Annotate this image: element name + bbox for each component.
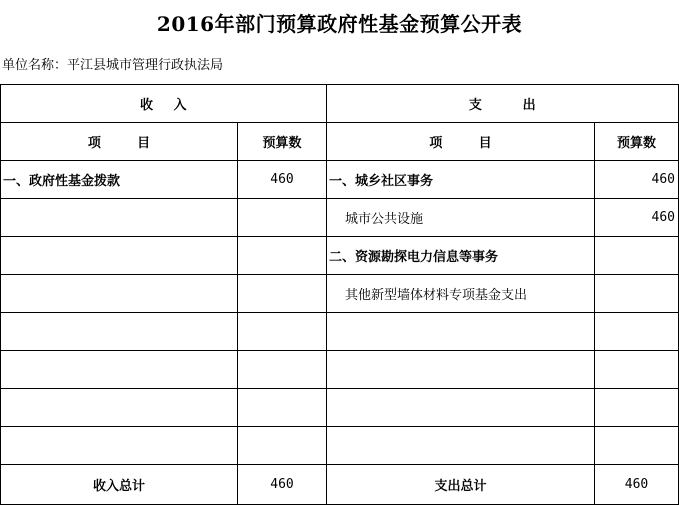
table-row bbox=[1, 313, 679, 351]
income-amount-cell bbox=[238, 313, 327, 351]
expense-item-cell: 其他新型墙体材料专项基金支出 bbox=[327, 275, 595, 313]
income-section-header bbox=[1, 85, 327, 123]
expense-amount-cell bbox=[595, 427, 679, 465]
totals-row bbox=[1, 465, 679, 505]
expense-amount-cell: 460 bbox=[595, 161, 679, 199]
expense-header-label: 支 出 bbox=[468, 98, 537, 113]
income-header-label: 收 入 bbox=[139, 98, 188, 113]
expense-item-cell: 二、资源勘探电力信息等事务 bbox=[327, 237, 595, 275]
income-amount-cell bbox=[238, 351, 327, 389]
income-item-cell bbox=[1, 389, 238, 427]
table-row bbox=[1, 351, 679, 389]
expense-amount-cell bbox=[595, 237, 679, 275]
income-amount-cell bbox=[238, 427, 327, 465]
income-item-cell bbox=[1, 199, 238, 237]
income-total-label: 收入总计 bbox=[1, 465, 238, 505]
expense-item-cell bbox=[327, 351, 595, 389]
income-item-cell bbox=[1, 351, 238, 389]
section-header-row bbox=[1, 85, 679, 123]
table-row bbox=[1, 161, 679, 199]
income-item-cell: 一、政府性基金拨款 bbox=[1, 161, 238, 199]
table-row bbox=[1, 199, 679, 237]
table-row bbox=[1, 237, 679, 275]
expense-budget-header: 预算数 bbox=[595, 123, 679, 161]
income-item-header bbox=[1, 123, 238, 161]
expense-amount-cell bbox=[595, 351, 679, 389]
expense-item-header bbox=[327, 123, 595, 161]
income-item-cell bbox=[1, 275, 238, 313]
income-amount-cell bbox=[238, 199, 327, 237]
expense-section-header bbox=[327, 85, 679, 123]
table-row bbox=[1, 275, 679, 313]
column-header-row bbox=[1, 123, 679, 161]
income-amount-cell bbox=[238, 275, 327, 313]
unit-name-label: 单位名称：平江县城市管理行政执法局 bbox=[2, 58, 224, 73]
income-amount-cell bbox=[238, 389, 327, 427]
expense-total-label: 支出总计 bbox=[327, 465, 595, 505]
income-amount-cell: 460 bbox=[238, 161, 327, 199]
income-item-cell bbox=[1, 427, 238, 465]
expense-item-cell: 一、城乡社区事务 bbox=[327, 161, 595, 199]
page-title: 2016年部门预算政府性基金预算公开表 bbox=[156, 11, 523, 36]
table-row bbox=[1, 427, 679, 465]
expense-total-amount: 460 bbox=[595, 465, 679, 505]
expense-item-cell bbox=[327, 313, 595, 351]
expense-amount-cell bbox=[595, 389, 679, 427]
income-amount-cell bbox=[238, 237, 327, 275]
income-total-amount: 460 bbox=[238, 465, 327, 505]
expense-item-cell bbox=[327, 389, 595, 427]
expense-amount-cell bbox=[595, 275, 679, 313]
table-row bbox=[1, 389, 679, 427]
income-item-cell bbox=[1, 237, 238, 275]
income-item-header-label: 项 目 bbox=[87, 136, 151, 151]
expense-amount-cell bbox=[595, 313, 679, 351]
expense-item-cell: 城市公共设施 bbox=[327, 199, 595, 237]
income-budget-header: 预算数 bbox=[238, 123, 327, 161]
budget-table bbox=[0, 84, 679, 505]
expense-item-cell bbox=[327, 427, 595, 465]
expense-amount-cell: 460 bbox=[595, 199, 679, 237]
expense-item-header-label: 项 目 bbox=[429, 136, 492, 151]
income-item-cell bbox=[1, 313, 238, 351]
